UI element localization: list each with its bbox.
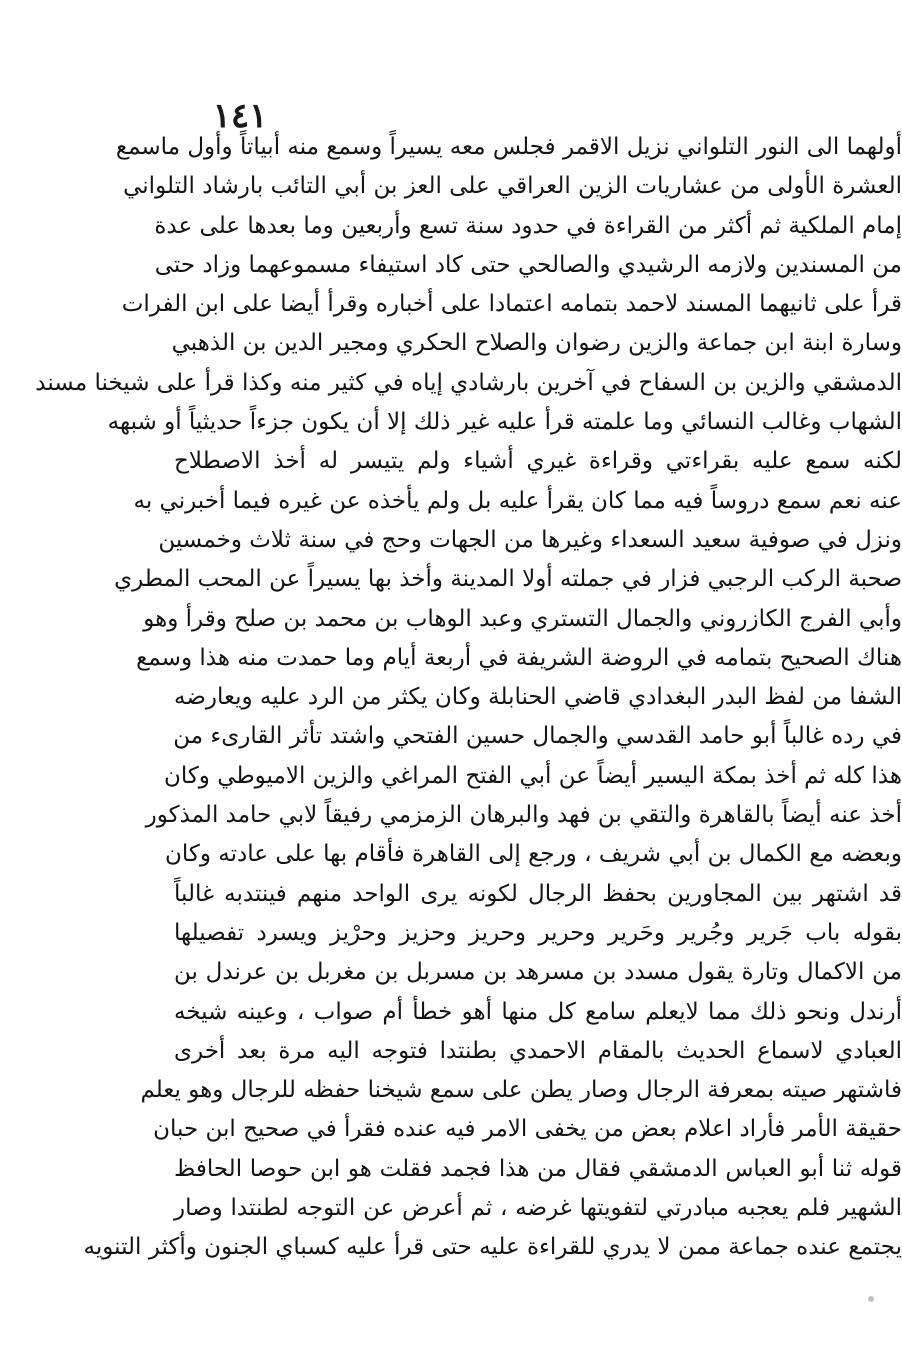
text-line: ونزل في صوفية سعيد السعداء وغيرها من الجهات وحج في سنة ثلاث وخمسين xyxy=(158,526,902,553)
text-line: لكنه سمع عليه بقراءتي وقراءة غيري أشياء ولم يتيسر له أخذ الاصطلاح xyxy=(174,448,902,475)
text-line: حقيقة الأمر فأراد اعلام بعض من يخفى الامر فيه عنده فقرأ في صحيح ابن حبان xyxy=(153,1116,902,1143)
text-line: صحبة الركب الرجبي فزار في جملته أولا المدينة وأخذ بها يسيراً عن المحب المطري xyxy=(114,566,902,593)
text-line: أولهما الى النور التلواني نزيل الاقمر فجلس معه يسيراً وسمع منه أبياتاً وأول ماسمع xyxy=(115,134,902,160)
text-line: وسارة ابنة ابن جماعة والزين رضوان والصلاح الحكري ومجير الدين بن الذهبي xyxy=(171,330,902,357)
text-line: بقوله باب جَرير وجُرير وحَرير وحرير وحريز وحزيز وحرْيز ويسرد تفصيلها xyxy=(174,919,902,946)
text-line: هناك الصحيح بتمامه في الروضة الشريفة في أربعة أيام وما حمدت منه هذا وسمع xyxy=(136,644,902,671)
text-line: العشرة الأولى من عشاريات الزين العراقي على العز بن أبي التائب بارشاد التلواني xyxy=(123,173,902,200)
margin-dot xyxy=(868,1296,874,1302)
text-line: الشفا من لفظ البدر البغدادي قاضي الحنابلة وكان يكثر من الرد عليه ويعارضه xyxy=(174,684,902,711)
text-line: أرندل ونحو ذلك مما لايعلم سامع كل منها أهو خطأ أم صواب ، وعينه شيخه xyxy=(174,998,902,1025)
text-line: وبعضه مع الكمال بن أبي شريف ، ورجع إلى القاهرة فأقام بها على عادته وكان xyxy=(165,841,902,868)
text-line: فاشتهر صيته بمعرفة الرجال وصار يطن على سمع شيخنا حفظه للرجال وهو يعلم xyxy=(140,1077,902,1104)
body-text xyxy=(35,128,902,1268)
text-line: الشهير فلم يعجبه مبادرتي لتفويتها غرضه ، ثم أعرض عن التوجه لطنتدا وصار xyxy=(174,1195,902,1222)
text-line: أخذ عنه أيضاً بالقاهرة والتقي بن فهد والبرهان الزمزمي رفيقاً لابي حامد المذكور xyxy=(145,802,902,829)
text-line: من الاكمال وتارة يقول مسدد بن مسرهد بن مسربل بن مغربل بن عرندل بن xyxy=(174,959,902,986)
text-line: إمام الملكية ثم أكثر من القراءة في حدود سنة تسع وأربعين وما بعدها على عدة xyxy=(154,212,902,239)
text-line: وأبي الفرج الكازروني والجمال التستري وعبد الوهاب بن محمد بن صلح وقرأ وهو xyxy=(143,605,902,632)
text-line: الدمشقي والزين بن السفاح في آخرين بارشادي إياه في كثير منه وكذا قرأ على شيخنا مسند xyxy=(35,369,902,396)
text-line: عنه نعم سمع دروساً فيه مما كان يقرأ عليه بل ولم يأخذه عن غيره فيما أخبرني به xyxy=(133,487,902,514)
text-line: العبادي لاسماع الحديث بالمقام الاحمدي بطنتدا فتوجه اليه مرة بعد أخرى xyxy=(174,1037,902,1064)
text-line: يجتمع عنده جماعة ممن لا يدري للقراءة عليه حتى قرأ عليه كسباي الجنون وأكثر التنويه xyxy=(83,1234,902,1261)
text-line: قد اشتهر بين المجاورين بحفظ الرجال لكونه يرى الواحد منهم فينتدبه غالباً xyxy=(174,880,902,907)
text-line: الشهاب وغالب النسائي وما علمته قرأ عليه غير ذلك إلا أن يكون جزءاً حديثياً أو شبهه xyxy=(107,409,902,436)
text-line: في رده غالباً أبو حامد القدسي والجمال حسين الفتحي واشتد تأثر القارىء من xyxy=(173,723,902,750)
text-line: قوله ثنا أبو العباس الدمشقي فقال من هذا فجمد فقلت هو ابن حوصا الحافظ xyxy=(174,1155,902,1182)
text-line: هذا كله ثم أخذ بمكة اليسير أيضاً عن أبي الفتح المراغي والزين الاميوطي وكان xyxy=(163,762,902,789)
text-line: قرأ على ثانيهما المسند لاحمد بتمامه اعتمادا على أخباره وقرأ أيضا على ابن الفرات xyxy=(121,291,902,318)
page-number: ١٤١ xyxy=(212,96,268,136)
text-line: من المسندين ولازمه الرشيدي والصالحي حتى كاد استيفاء مسموعهما وزاد حتى xyxy=(154,251,902,278)
